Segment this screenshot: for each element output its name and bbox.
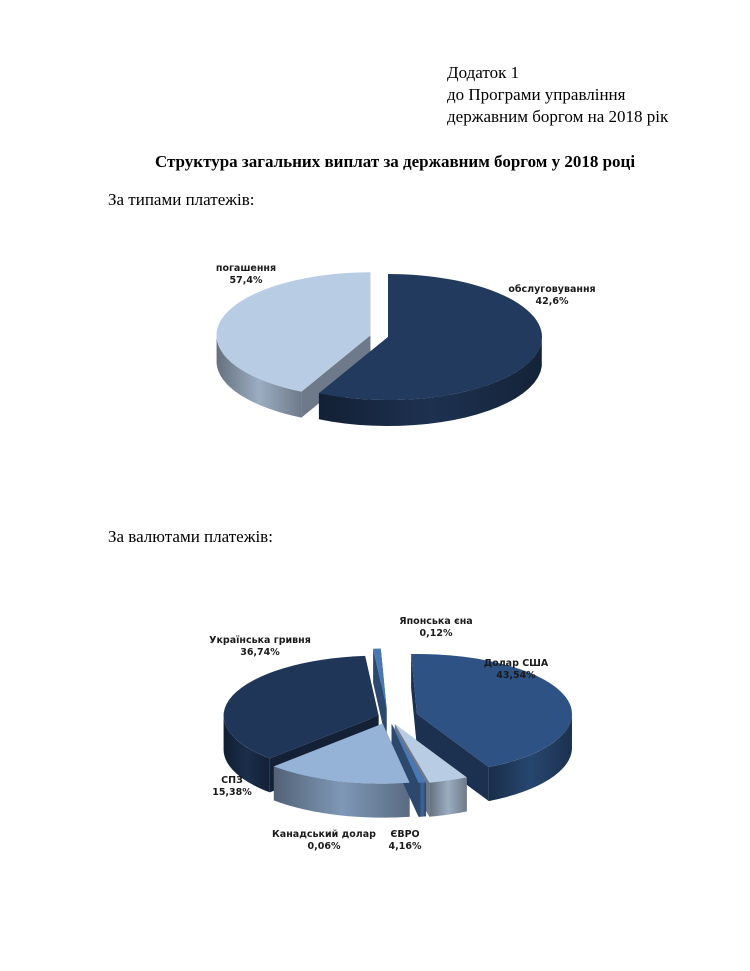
pie-chart-payment-types xyxy=(0,240,750,460)
slice-value-label: 0,12% xyxy=(419,628,453,639)
slice-name-label: погашення xyxy=(215,263,277,274)
annex-line-3: державним боргом на 2018 рік xyxy=(447,107,669,126)
pie-chart-payment-currencies xyxy=(0,600,750,870)
document-title xyxy=(0,152,750,172)
slice-value-label: 15,38% xyxy=(212,787,252,798)
slice-name-label: Японська єна xyxy=(399,616,473,627)
slice-value-label: 43,54% xyxy=(496,670,536,681)
slice-value-label: 42,6% xyxy=(535,296,569,307)
slice-name-label: ЄВРО xyxy=(390,829,420,840)
annex-line-2: до Програми управління xyxy=(447,85,626,104)
slice-outer-wall xyxy=(419,782,426,817)
slice-value-label: 57,4% xyxy=(229,275,263,286)
section-label-payment-currencies: За валютами платежів: xyxy=(108,527,273,546)
slice-outer-wall xyxy=(429,777,466,816)
slice-name-label: обслуговування xyxy=(508,284,596,295)
slice-value-label: 36,74% xyxy=(240,647,280,658)
slice-name-label: Канадський долар xyxy=(272,829,376,840)
slice-name-label: СПЗ xyxy=(221,775,243,786)
document-title-text: Структура загальних виплат за державним боргом у 2018 році xyxy=(154,152,636,171)
annex-line-1: Додаток 1 xyxy=(447,63,520,82)
slice-name-label: Долар США xyxy=(483,658,549,669)
annex-heading xyxy=(447,62,668,128)
slice-value-label: 4,16% xyxy=(388,841,422,852)
slice-name-label: Українська гривня xyxy=(209,635,311,646)
slice-value-label: 0,06% xyxy=(307,841,341,852)
section-label-payment-types: За типами платежів: xyxy=(108,190,255,209)
